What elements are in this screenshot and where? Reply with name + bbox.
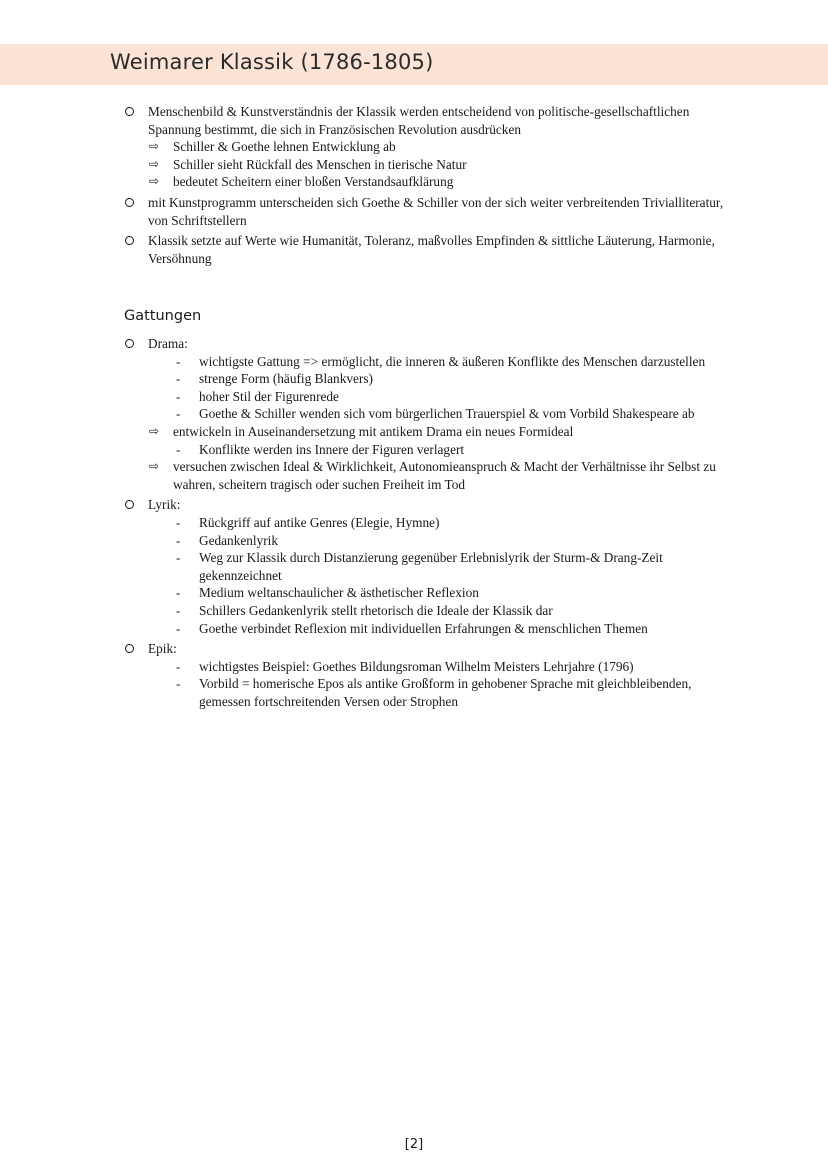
dash-icon: - [176,602,181,618]
dash-icon: - [176,441,181,457]
page-number: [2] [404,1137,424,1152]
list-item: - wichtigstes Beispiel: Goethes Bildungsroman Wilhelm Meisters Lehrjahre (1796) [176,658,634,674]
list-item: - wichtigste Gattung => ermöglicht, die inneren & äußeren Konflikte des Menschen darzustellen [176,353,706,369]
list-item: Menschenbild & Kunstverständnis der Klassik werden entscheidend von politische-gesellschaftlichen Spannung bestimmt, die sich in Französischen Revolution ausdrücken [0,103,728,138]
list-item-drama: Drama: [0,335,728,353]
list-item: - strenge Form (häufig Blankvers) [176,371,373,387]
list-item: Klassik setzte auf Werte wie Humanität, Toleranz, maßvolles Empfinden & sittliche Läuterung, Harmonie, Versöhnung [0,232,728,267]
dash-icon: - [176,620,181,636]
list-item: - Konflikte werden ins Innere der Figuren verlagert [176,441,465,457]
dash-icon: - [176,371,181,387]
dash-icon: - [176,550,181,566]
arrow-icon: ⇨ [149,156,160,171]
dash-icon: - [176,676,181,692]
list-item: - Goethe verbindet Reflexion mit individuellen Erfahrungen & menschlichen Themen [176,620,648,636]
list-item: - Weg zur Klassik durch Distanzierung gegenüber Erlebnislyrik der Sturm-& Drang-Zeit gekennzeichnet [176,550,663,583]
list-item-epik: Epik: [0,640,728,658]
list-item: ⇨ Schiller & Goethe lehnen Entwicklung ab [149,139,396,155]
arrow-icon: ⇨ [149,423,160,438]
list-item: - Medium weltanschaulicher & ästhetischer Reflexion [176,585,479,601]
header-banner [0,44,828,85]
section-heading: Gattungen [124,308,202,324]
dash-icon: - [176,585,181,601]
arrow-icon: ⇨ [149,174,160,189]
arrow-icon: ⇨ [149,139,160,154]
dash-icon: - [176,388,181,404]
list-item: - Goethe & Schiller wenden sich vom bürgerlichen Trauerspiel & vom Vorbild Shakespeare ab [176,406,695,422]
circle-bullet-icon [125,500,134,509]
dash-icon: - [176,353,181,369]
intro-section [0,103,828,267]
dash-icon: - [176,406,181,422]
circle-bullet-icon [125,236,134,245]
list-item: ⇨ bedeutet Scheitern einer bloßen Verstandsaufklärung [149,174,454,190]
list-item: - Gedankenlyrik [176,532,279,548]
list-item: mit Kunstprogramm unterscheiden sich Goethe & Schiller von der sich weiter verbreitenden Trivialliteratur, von Schriftstellern [0,194,728,229]
dash-icon: - [176,658,181,674]
list-item: - Vorbild = homerische Epos als antike Großform in gehobener Sprache mit gleichbleibenden, gemessen fortschreitenden Versen oder Strophen [176,676,692,709]
dash-icon: - [176,514,181,530]
list-item: - Schillers Gedankenlyrik stellt rhetorisch die Ideale der Klassik dar [176,602,553,618]
circle-bullet-icon [125,339,134,348]
list-item: - Rückgriff auf antike Genres (Elegie, Hymne) [176,514,440,530]
arrow-icon: ⇨ [149,459,160,474]
page-title: Weimarer Klassik (1786-1805) [110,50,434,74]
list-item: ⇨ Schiller sieht Rückfall des Menschen in tierische Natur [149,156,467,172]
list-item: ⇨ versuchen zwischen Ideal & Wirklichkeit, Autonomieanspruch & Macht der Verhältnisse ihr Selbst zu wahren, scheitern tragisch oder suchen Freiheit im Tod [149,459,716,492]
list-item: ⇨ entwickeln in Auseinandersetzung mit antikem Drama ein neues Formideal [149,423,574,439]
dash-icon: - [176,532,181,548]
circle-bullet-icon [125,644,134,653]
list-item: - hoher Stil der Figurenrede [176,388,339,404]
circle-bullet-icon [125,198,134,207]
list-item-lyrik: Lyrik: [0,496,728,514]
circle-bullet-icon [125,107,134,116]
